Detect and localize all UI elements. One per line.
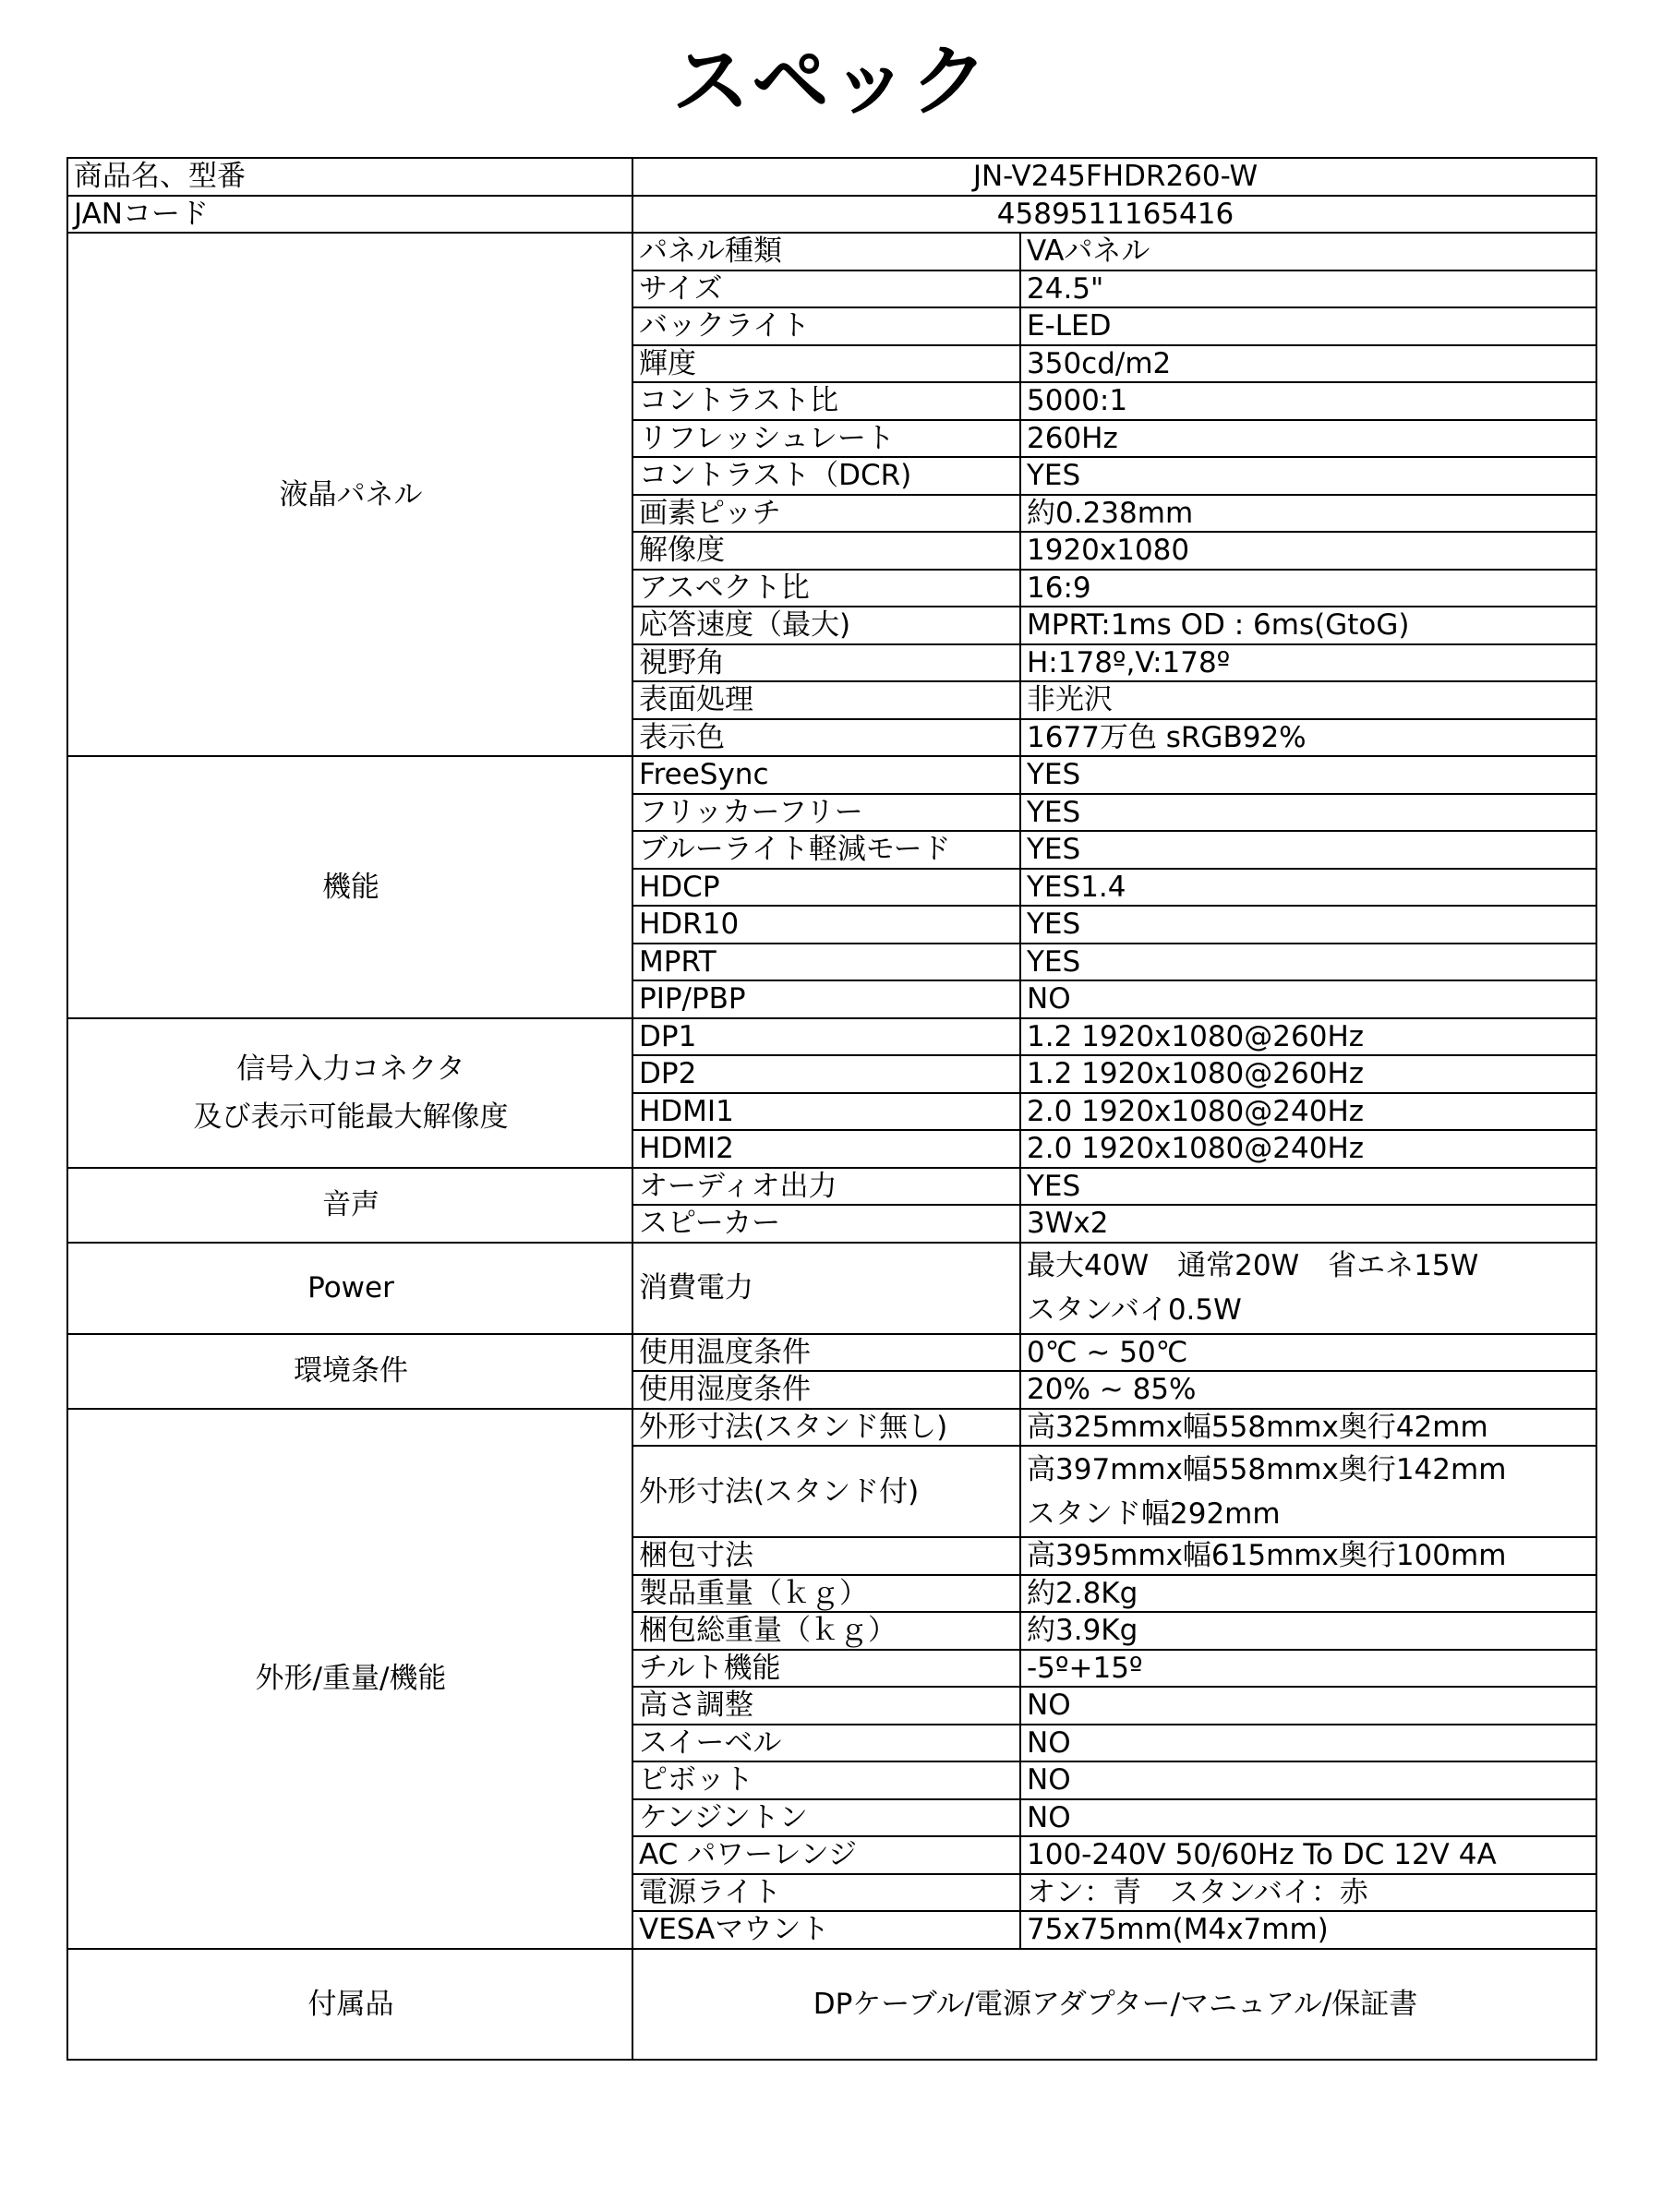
spec-value <box>1020 756 1596 794</box>
section-category-line: 外形/重量/機能 <box>255 1662 447 1695</box>
spec-label: HDMI2 <box>632 1130 1020 1168</box>
spec-value <box>1020 1761 1596 1799</box>
spec-value <box>1020 1168 1596 1206</box>
spec-value-line: E-LED <box>1027 309 1112 343</box>
spec-value <box>1020 1612 1596 1650</box>
spec-value-line: 約3.9Kg <box>1027 1614 1138 1648</box>
section-category-line: 信号入力コネクタ <box>236 1052 465 1086</box>
spec-value <box>1020 1243 1596 1334</box>
spec-value <box>1020 233 1596 270</box>
spec-value <box>1020 681 1596 719</box>
spec-label: MPRT <box>632 944 1020 981</box>
spec-value <box>1020 1874 1596 1912</box>
spec-value-line: 約2.8Kg <box>1027 1576 1138 1610</box>
spec-value <box>1020 1371 1596 1409</box>
spec-value <box>1020 607 1596 644</box>
spec-value-line: オン：青 スタンバイ：赤 <box>1027 1875 1368 1909</box>
spec-value-line: YES <box>1027 795 1081 829</box>
spec-value-line: NO <box>1027 1800 1071 1834</box>
spec-label: 消費電力 <box>632 1243 1020 1334</box>
spec-label: VESAマウント <box>632 1911 1020 1949</box>
spec-value <box>1020 495 1596 533</box>
spec-label: 梱包総重量（ｋｇ） <box>632 1612 1020 1650</box>
spec-value <box>1020 1055 1596 1093</box>
spec-value-line: 3Wx2 <box>1027 1207 1109 1241</box>
spec-value-line: 75x75mm(M4x7mm) <box>1027 1913 1329 1947</box>
spec-label: PIP/PBP <box>632 980 1020 1018</box>
spec-value <box>1020 1334 1596 1372</box>
spec-value <box>1020 869 1596 907</box>
spec-value-line: 1.2 1920x1080@260Hz <box>1027 1019 1365 1053</box>
table-row <box>67 1168 1596 1206</box>
spec-value-line: 16:9 <box>1027 571 1091 605</box>
spec-label: サイズ <box>632 270 1020 308</box>
accessories-value: DPケーブル/電源アダプター/マニュアル/保証書 <box>632 1949 1596 2060</box>
table-row <box>67 1018 1596 1056</box>
spec-value <box>1020 345 1596 383</box>
accessories-label: 付属品 <box>67 1949 632 2060</box>
section-category <box>67 1409 632 1949</box>
spec-label: AC パワーレンジ <box>632 1836 1020 1874</box>
spec-value-line: YES <box>1027 1169 1081 1203</box>
page-title: スペック <box>671 36 990 126</box>
table-row <box>67 158 1596 196</box>
spec-value-line: 約0.238mm <box>1027 496 1194 530</box>
spec-value <box>1020 719 1596 757</box>
table-row <box>67 196 1596 234</box>
spec-value <box>1020 1575 1596 1613</box>
spec-label: HDMI1 <box>632 1093 1020 1131</box>
spec-label: スピーカー <box>632 1205 1020 1243</box>
section-category-line: 機能 <box>322 870 379 904</box>
spec-label: バックライト <box>632 307 1020 345</box>
spec-value-line: -5º+15º <box>1027 1651 1143 1685</box>
section-category <box>67 1018 632 1168</box>
spec-label: 梱包寸法 <box>632 1537 1020 1575</box>
spec-value <box>1020 457 1596 495</box>
table-row <box>67 1243 1596 1334</box>
spec-label: 製品重量（ｋｇ） <box>632 1575 1020 1613</box>
spec-label: 表示色 <box>632 719 1020 757</box>
spec-value <box>1020 382 1596 420</box>
table-row <box>67 1409 1596 1447</box>
spec-value <box>1020 1446 1596 1537</box>
spec-label: 画素ピッチ <box>632 495 1020 533</box>
spec-value-line: 100-240V 50/60Hz To DC 12V 4A <box>1027 1838 1497 1872</box>
row-label: JANコード <box>67 196 632 234</box>
spec-label: コントラスト（DCR) <box>632 457 1020 495</box>
spec-value <box>1020 980 1596 1018</box>
spec-value <box>1020 307 1596 345</box>
spec-value-line: YES1.4 <box>1027 870 1126 904</box>
spec-value <box>1020 1018 1596 1056</box>
spec-label: 使用湿度条件 <box>632 1371 1020 1409</box>
section-category-line: 及び表示可能最大解像度 <box>193 1100 509 1134</box>
section-category <box>67 756 632 1018</box>
spec-value-line: 高395mmx幅615mmx奥行100mm <box>1027 1539 1507 1573</box>
spec-value <box>1020 570 1596 607</box>
spec-value-line: YES <box>1027 833 1081 867</box>
spec-value <box>1020 1911 1596 1949</box>
spec-value-line: NO <box>1027 1763 1071 1797</box>
section-category <box>67 233 632 756</box>
spec-value-line: 高325mmx幅558mmx奥行42mm <box>1027 1410 1488 1444</box>
table-row <box>67 756 1596 794</box>
spec-label: アスペクト比 <box>632 570 1020 607</box>
spec-value <box>1020 1799 1596 1837</box>
spec-label: 高さ調整 <box>632 1687 1020 1725</box>
spec-label: DP2 <box>632 1055 1020 1093</box>
spec-label: スイーベル <box>632 1725 1020 1762</box>
spec-label: 視野角 <box>632 644 1020 682</box>
spec-table <box>66 157 1597 2061</box>
spec-label: リフレッシュレート <box>632 420 1020 458</box>
spec-value-line: VAパネル <box>1027 234 1150 269</box>
spec-value <box>1020 1537 1596 1575</box>
spec-value <box>1020 1205 1596 1243</box>
spec-label: HDR10 <box>632 906 1020 944</box>
spec-value-line: YES <box>1027 944 1081 979</box>
spec-value-line: MPRT:1ms OD : 6ms(GtoG) <box>1027 608 1410 643</box>
spec-label: 外形寸法(スタンド無し) <box>632 1409 1020 1447</box>
spec-value-line: 350cd/m2 <box>1027 346 1172 380</box>
spec-value-line: YES <box>1027 758 1081 792</box>
spec-value <box>1020 270 1596 308</box>
spec-value-line: H:178º,V:178º <box>1027 645 1231 679</box>
spec-value <box>1020 532 1596 570</box>
spec-value-line: 5000:1 <box>1027 384 1128 418</box>
spec-label: パネル種類 <box>632 233 1020 270</box>
row-value: 4589511165416 <box>632 196 1596 234</box>
spec-label: ケンジントン <box>632 1799 1020 1837</box>
spec-label: ブルーライト軽減モード <box>632 831 1020 869</box>
spec-value-line: 24.5" <box>1027 271 1104 306</box>
spec-label: FreeSync <box>632 756 1020 794</box>
spec-value-line: NO <box>1027 1725 1071 1760</box>
spec-label: DP1 <box>632 1018 1020 1056</box>
spec-value-line: 260Hz <box>1027 421 1118 455</box>
spec-label: HDCP <box>632 869 1020 907</box>
table-row <box>67 233 1596 270</box>
spec-label: 輝度 <box>632 345 1020 383</box>
spec-value <box>1020 644 1596 682</box>
spec-label: フリッカーフリー <box>632 794 1020 832</box>
spec-value-line: 1.2 1920x1080@260Hz <box>1027 1057 1365 1091</box>
row-label: 商品名、型番 <box>67 158 632 196</box>
spec-value-line: NO <box>1027 982 1071 1016</box>
spec-value-line: 1677万色 sRGB92% <box>1027 720 1307 754</box>
spec-value-line: スタンバイ0.5W <box>1027 1293 1242 1327</box>
section-category-line: 液晶パネル <box>279 477 423 511</box>
spec-value <box>1020 944 1596 981</box>
spec-value <box>1020 1725 1596 1762</box>
section-category <box>67 1168 632 1243</box>
spec-value-line: スタンド幅292mm <box>1027 1497 1281 1531</box>
spec-value-line: NO <box>1027 1689 1071 1723</box>
spec-value-line: 20% ~ 85% <box>1027 1373 1197 1407</box>
spec-value-line: 1920x1080 <box>1027 534 1190 568</box>
spec-value-line: 0℃ ~ 50℃ <box>1027 1335 1188 1369</box>
spec-value <box>1020 906 1596 944</box>
spec-value-line: YES <box>1027 459 1081 493</box>
section-category <box>67 1243 632 1334</box>
spec-value-line: 2.0 1920x1080@240Hz <box>1027 1132 1365 1166</box>
spec-value <box>1020 831 1596 869</box>
table-row <box>67 1949 1596 2060</box>
spec-label: 使用温度条件 <box>632 1334 1020 1372</box>
section-category-line: 環境条件 <box>294 1354 408 1388</box>
section-category-line: Power <box>307 1271 394 1304</box>
spec-value <box>1020 794 1596 832</box>
spec-value <box>1020 420 1596 458</box>
spec-value <box>1020 1130 1596 1168</box>
spec-label: ピボット <box>632 1761 1020 1799</box>
spec-value <box>1020 1836 1596 1874</box>
spec-label: オーディオ出力 <box>632 1168 1020 1206</box>
spec-value-line: 非光沢 <box>1027 683 1113 717</box>
spec-value-line: 最大40W 通常20W 省エネ15W <box>1027 1249 1479 1282</box>
section-category-line: 音声 <box>322 1188 379 1221</box>
spec-label: 電源ライト <box>632 1874 1020 1912</box>
row-value: JN-V245FHDR260-W <box>632 158 1596 196</box>
spec-label: 解像度 <box>632 532 1020 570</box>
spec-label: 表面処理 <box>632 681 1020 719</box>
spec-value-line: YES <box>1027 908 1081 942</box>
spec-label: 応答速度（最大) <box>632 607 1020 644</box>
spec-value <box>1020 1650 1596 1688</box>
section-category <box>67 1334 632 1409</box>
spec-value-line: 高397mmx幅558mmx奥行142mm <box>1027 1452 1507 1486</box>
spec-label: 外形寸法(スタンド付) <box>632 1446 1020 1537</box>
spec-label: チルト機能 <box>632 1650 1020 1688</box>
spec-label: コントラスト比 <box>632 382 1020 420</box>
spec-value-line: 2.0 1920x1080@240Hz <box>1027 1094 1365 1128</box>
spec-value <box>1020 1687 1596 1725</box>
spec-value <box>1020 1093 1596 1131</box>
spec-value <box>1020 1409 1596 1447</box>
table-row <box>67 1334 1596 1372</box>
